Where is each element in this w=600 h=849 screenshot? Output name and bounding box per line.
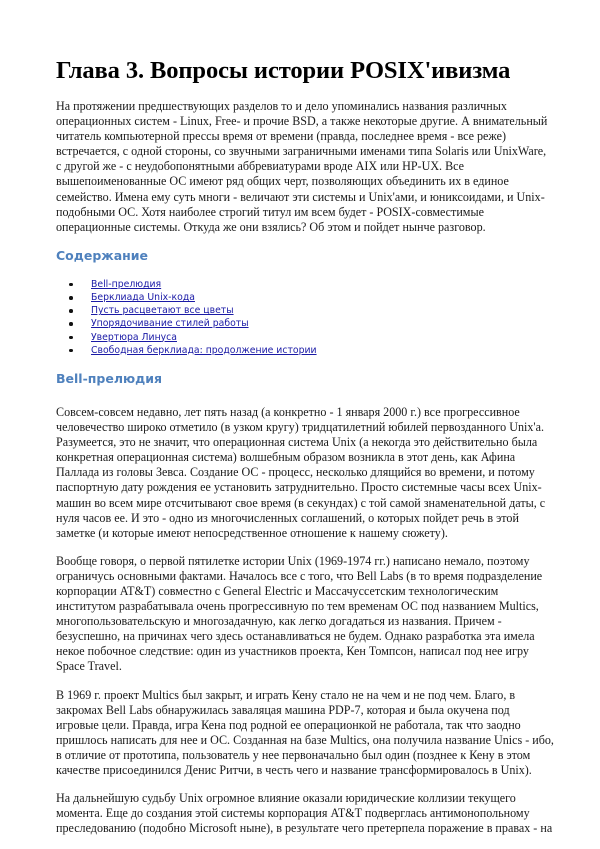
toc-link-berkliada-unix-code[interactable]: Берклиада Unix-кода [91, 292, 195, 304]
bullet-icon [69, 296, 73, 300]
document-page [56, 56, 556, 849]
toc-heading: Содержание [56, 247, 149, 263]
bullet-icon [69, 283, 73, 287]
bullet-icon [69, 322, 73, 326]
toc-link-ordering-work-styles[interactable]: Упорядочивание стилей работы [91, 318, 249, 330]
toc-item [56, 317, 556, 330]
section-heading: Bell-прелюдия [56, 370, 163, 386]
table-of-contents [56, 278, 556, 357]
toc-item [56, 331, 556, 344]
toc-link-linus-overture[interactable]: Увертюра Линуса [91, 331, 177, 343]
toc-item [56, 291, 556, 304]
page-title: Глава 3. Вопросы истории POSIX'ивизма [56, 57, 511, 84]
section-paragraph: Вообще говоря, о первой пятилетке истории Unix (1969-1974 гг.) написано немало, поэтому ограничусь основными фактами. Началось все с того, что Bell Labs (в то время подразделение корпорации AT&T) совместно с General Electric и Массачуссетским технологическим институтом разрабатывала очень прогрессивную по тем временам ОС под названием Multics, многопользовательскую и многозадачную, как легко догадаться из названия. Причем - безуспешно, на причинах чего здесь останавливаться не будем. Однако разработка эта имела некое побочное следствие: один из участников проекта, Кен Томпсон, написал под нее игру Space Travel. [56, 553, 543, 674]
toc-item [56, 304, 556, 317]
toc-link-free-berkliada[interactable]: Свободная берклиада: продолжение истории [91, 344, 317, 356]
bullet-icon [69, 349, 73, 353]
toc-link-bell-prelude[interactable]: Bell-прелюдия [91, 278, 162, 290]
section-paragraph: На дальнейшую судьбу Unix огромное влияние оказали юридические коллизии текущего момента. Еще до создания этой системы корпорация AT&T подверглась антимонопольному преследованию (подобно Microsoft ныне), в результате чего претерпела поражение в правах - на [56, 791, 553, 836]
section-paragraph: Совсем-совсем недавно, лет пять назад (а конкретно - 1 января 2000 г.) все прогрессивное человечество широко отметило (в узком кругу) тридцатилетний юбилей первозданного Unix'а. Разумеется, это не значит, что операционная система Unix (а некогда это действительно была конкретная операционная система) волшебным образом возникла в этот день, как Афина Паллада из головы Зевса. Создание ОС - процесс, несколько длящийся во времени, и потому паспортную дату рождения ее установить затруднительно. Просто системные часы всех Unix- машин во всем мире отсчитывают свое время (в секундах) с той самой знаменательной даты, с нуля часов ее. И это - одно из многочисленных соглашений, о которых пойдет речь в этой заметке (и которые имеют непосредственное отношение к нашему сюжету). [56, 404, 546, 540]
toc-link-let-flowers-bloom[interactable]: Пусть расцветают все цветы [91, 305, 234, 317]
bullet-icon [69, 336, 73, 340]
section-paragraph: В 1969 г. проект Multics был закрыт, и играть Кену стало не на чем и не под чем. Благо, в закромах Bell Labs обнаружилась заваляцая машина PDP-7, которая и была окучена под игровые цели. Правда, игра Кена под родной ее операционкой не работала, так что заодно пришлось написать для нее и ОС. Созданная на базе Multics, она получила название Unics - ибо, в отличие от прототипа, пользователь у нее первоначально был один (позднее к Кену в этом качестве присоединился Денис Ритчи, в честь чего и название трансформировалось в Unix). [56, 687, 554, 778]
intro-paragraph: На протяжении предшествующих разделов то и дело упоминались названия различных операционных систем - Linux, Free- и прочие BSD, а также некоторые другие. А внимательный читатель компьютерной прессы время от времени (правда, последнее время - все реже) встречается, с одной стороны, со звучными заграничными именами типа Solaris или UnixWare, с другой же - с неудобопонятными аббревиатурами вроде AIX или HP-UX. Все вышепоименованные ОС имеют ряд общих черт, позволяющих объединить их в единое семейство. Имена ему суть многи - величают эти системы и Unix'ами, и юниксоидами, и Unix- подобными ОС. Хотя наиболее строгий титул им всем будет - POSIX-совместимые операционные системы. Откуда же они взялись? Об этом и пойдет нынче разговор. [56, 99, 548, 234]
toc-item [56, 278, 556, 291]
bullet-icon [69, 309, 73, 313]
toc-item [56, 344, 556, 357]
